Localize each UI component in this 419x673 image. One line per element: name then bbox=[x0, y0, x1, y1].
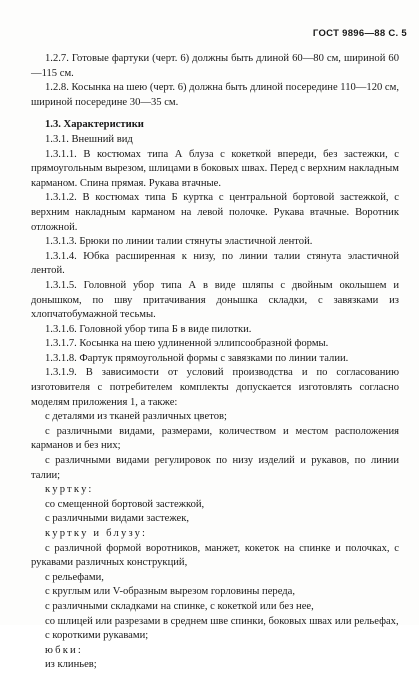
list-item: с различными видами регулировок по низу изделий и рукавов, по линии талии; bbox=[31, 455, 399, 481]
list-subheading: юбки: bbox=[45, 644, 84, 656]
paragraph-1-3-1-3: 1.3.1.3. Брюки по линии талии стянуты эластичной лентой. bbox=[45, 236, 313, 248]
paragraph-1-3-1-5: 1.3.1.5. Головной убор типа А в виде шляпы с двойным околышем и донышком, по шву притачивания донышка складки, с завязками из хлопчатобумажной тесьмы. bbox=[31, 279, 399, 321]
paragraph-1-3-1-1: 1.3.1.1. В костюмах типа А блуза с кокеткой впереди, без застежки, с прямоугольным вырезом, шлицами в боковых швах. Перед с верхним накладным карманом. Спина прямая. Рукава втачные. bbox=[31, 148, 399, 189]
list-item: с различными складками на спинке, с кокеткой или без нее, bbox=[45, 600, 314, 612]
list-item: с короткими рукавами; bbox=[45, 630, 149, 642]
section-gap bbox=[31, 110, 399, 118]
list-item: из клиньев; bbox=[45, 659, 97, 671]
list-item: с различной формой воротников, манжет, кокеток на спинке и полочках, с рукавами различных конструкций, bbox=[31, 542, 399, 569]
list-subheading: куртку: bbox=[45, 484, 94, 496]
list-item: с рельефами, bbox=[45, 571, 104, 583]
paragraph-1-3-1-6: 1.3.1.6. Головной убор типа Б в виде пилотки. bbox=[45, 323, 252, 335]
list-item: со смещенной бортовой застежкой, bbox=[45, 498, 205, 510]
list-subheading: куртку и блузу: bbox=[45, 528, 148, 539]
page-header: ГОСТ 9896—88 С. 5 bbox=[312, 28, 407, 39]
list-item: с деталями из тканей различных цветов; bbox=[45, 411, 227, 423]
subsection-heading-1-3-1: 1.3.1. Внешний вид bbox=[45, 133, 133, 145]
list-item: с круглым или V-образным вырезом горловины переда, bbox=[45, 586, 296, 598]
paragraph-1-3-1-2: 1.3.1.2. В костюмах типа Б куртка с центральной бортовой застежкой, с верхним накладным карманом на левой полочке. Рукава втачные. Воротник отложной. bbox=[31, 192, 399, 233]
list-item: со шлицей или разрезами в среднем шве спинки, боковых швах или рельефах, bbox=[45, 615, 399, 627]
paragraph-1-2-8: 1.2.8. Косынка на шею (черт. 6) должна быть длиной посередине 110—120 см, шириной посередине 30—35 см. bbox=[31, 82, 399, 108]
paragraph-1-3-1-4: 1.3.1.4. Юбка расширенная к низу, по линии талии стянута эластичной лентой. bbox=[31, 250, 399, 277]
list-item: с различными видами застежек, bbox=[45, 513, 190, 525]
paragraph-1-3-1-7: 1.3.1.7. Косынка на шею удлиненной эллипсообразной формы. bbox=[45, 338, 329, 350]
document-body bbox=[31, 52, 399, 673]
paragraph-1-3-1-8: 1.3.1.8. Фартук прямоугольной формы с завязками по линии талии. bbox=[45, 352, 349, 364]
paragraph-1-3-1-9: 1.3.1.9. В зависимости от условий производства и по согласованию изготовителя с потребителем комплекты допускается изготовлять согласно моделям приложения 1, а также: bbox=[31, 367, 399, 408]
paragraph-1-2-7: 1.2.7. Готовые фартуки (черт. 6) должны быть длиной 60—80 см, шириной 60—115 см. bbox=[31, 53, 399, 79]
section-heading-1-3: 1.3. Характеристики bbox=[45, 119, 144, 131]
list-item: с различными видами, размерами, количеством и местом расположения карманов и без них; bbox=[31, 425, 399, 452]
